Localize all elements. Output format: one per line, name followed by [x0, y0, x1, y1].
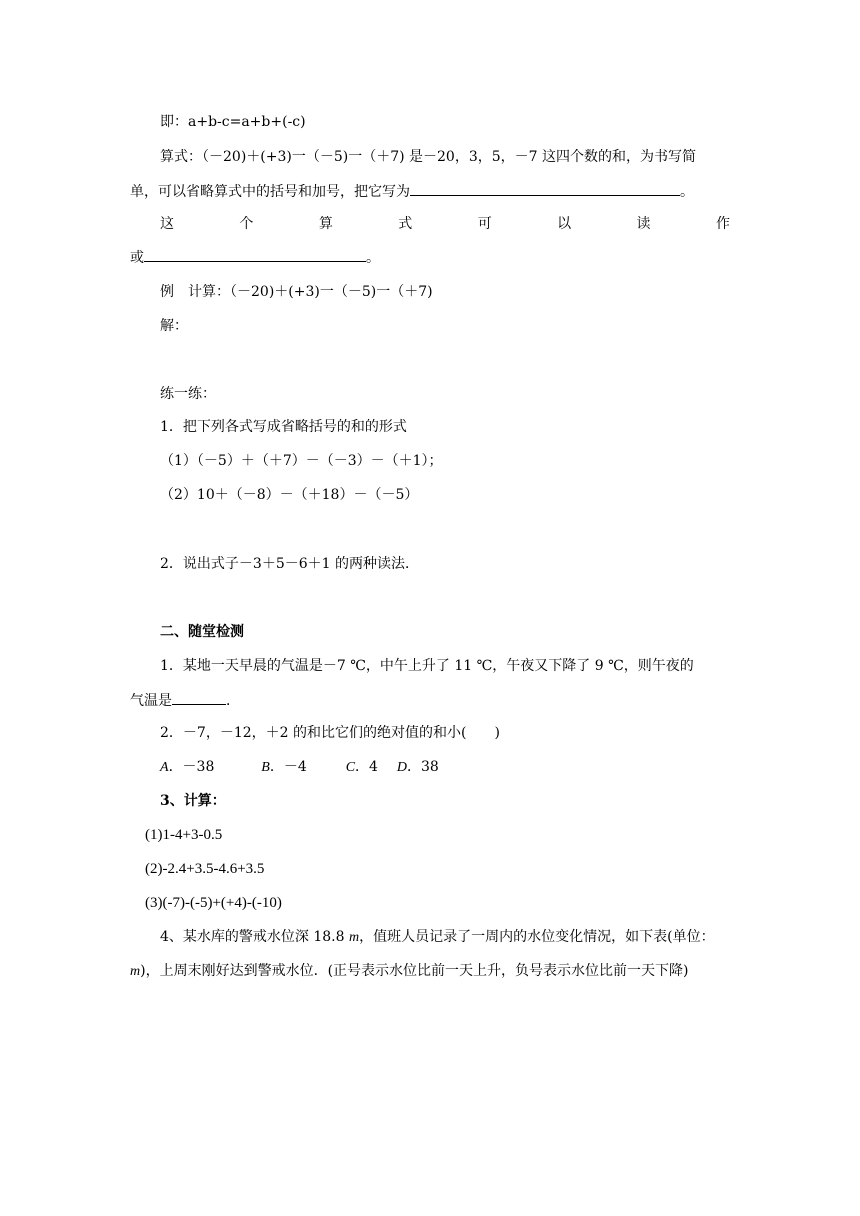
quiz-question-4	[160, 927, 715, 948]
text-span: )，上周末刚好达到警戒水位．(正号表示水位比前一天上升，负号表示水位比前一天下降)	[140, 963, 689, 979]
text-span: 4、某水库的警戒水位深 18.8	[160, 929, 349, 945]
text-span: 或	[130, 250, 144, 266]
char: 以	[557, 216, 572, 232]
option-c-letter: C	[345, 760, 356, 775]
practice-item-2: 2．说出式子－3＋5－6＋1 的两种读法．	[160, 556, 419, 572]
quiz-question-1-continued	[130, 690, 240, 711]
fill-in-blank	[410, 181, 680, 196]
unit-m: m	[130, 964, 141, 979]
text-line-formula: 即：a+b-c=a+b+(-c)	[160, 114, 306, 130]
char: 读	[636, 216, 651, 232]
text-line-read-as	[160, 214, 730, 234]
practice-item-1: 1．把下列各式写成省略括号的和的形式	[160, 419, 407, 435]
option-d-text: ．38	[406, 759, 439, 775]
option-a-text: ．－38	[168, 759, 215, 775]
text-span: 气温是	[130, 693, 172, 709]
char: 个	[239, 216, 254, 232]
char: 式	[398, 216, 413, 232]
quiz-question-3-part-3: (3)(-7)-(-5)+(+4)-(-10)	[145, 895, 282, 911]
fill-in-blank	[172, 690, 226, 705]
unit-m: m	[348, 930, 360, 945]
option-b-text: ．－4	[269, 759, 307, 775]
quiz-question-3-part-1: (1)1-4+3-0.5	[145, 827, 223, 843]
practice-item-1-part-1: （1）（－5）＋（＋7）－（－3）－（＋1）；	[160, 453, 443, 469]
option-a-letter: A	[160, 760, 169, 775]
section-heading-quiz: 二、随堂检测	[160, 624, 244, 640]
char: 算	[318, 216, 333, 232]
text-line-expression: 算式：（－20)＋(+3)一（－5)一（＋7) 是－20，3，5，－7 这四个数的和，为书写简	[160, 149, 697, 165]
char: 可	[477, 216, 492, 232]
quiz-question-3-part-2: (2)-2.4+3.5-4.6+3.5	[145, 861, 265, 877]
text-span: ，值班人员记录了一周内的水位变化情况，如下表(单位：	[359, 929, 715, 945]
text-line-solution: 解：	[160, 318, 188, 334]
text-span: 。	[680, 184, 694, 200]
practice-item-1-part-2: （2）10＋（－8）－（＋18）－（－5）	[160, 487, 419, 503]
quiz-question-1: 1．某地一天早晨的气温是－7 ℃，中午上升了 11 ℃，午夜又下降了 9 ℃，则午夜的	[160, 658, 694, 674]
option-b-letter: B	[261, 760, 270, 775]
char: 这	[160, 216, 174, 232]
text-span: ．	[226, 693, 240, 709]
text-line-simplify	[130, 181, 694, 202]
quiz-question-3: 3、计算：	[160, 793, 226, 809]
option-c-text: ．4	[355, 759, 378, 775]
option-d-letter: D	[396, 760, 407, 775]
text-span: 。	[366, 250, 380, 266]
fill-in-blank	[144, 247, 366, 262]
quiz-question-4-continued	[130, 961, 689, 982]
text-line-or	[130, 247, 380, 268]
char: 作	[715, 216, 730, 232]
quiz-question-2-options	[160, 757, 439, 778]
text-line-example: 例 计算：（－20)＋(+3)一（－5)一（＋7)	[160, 284, 433, 300]
section-practice-heading: 练一练：	[160, 386, 216, 402]
quiz-question-2: 2．－7，－12，＋2 的和比它们的绝对值的和小( )	[160, 725, 500, 741]
text-span: 单，可以省略算式中的括号和加号，把它写为	[130, 184, 410, 200]
